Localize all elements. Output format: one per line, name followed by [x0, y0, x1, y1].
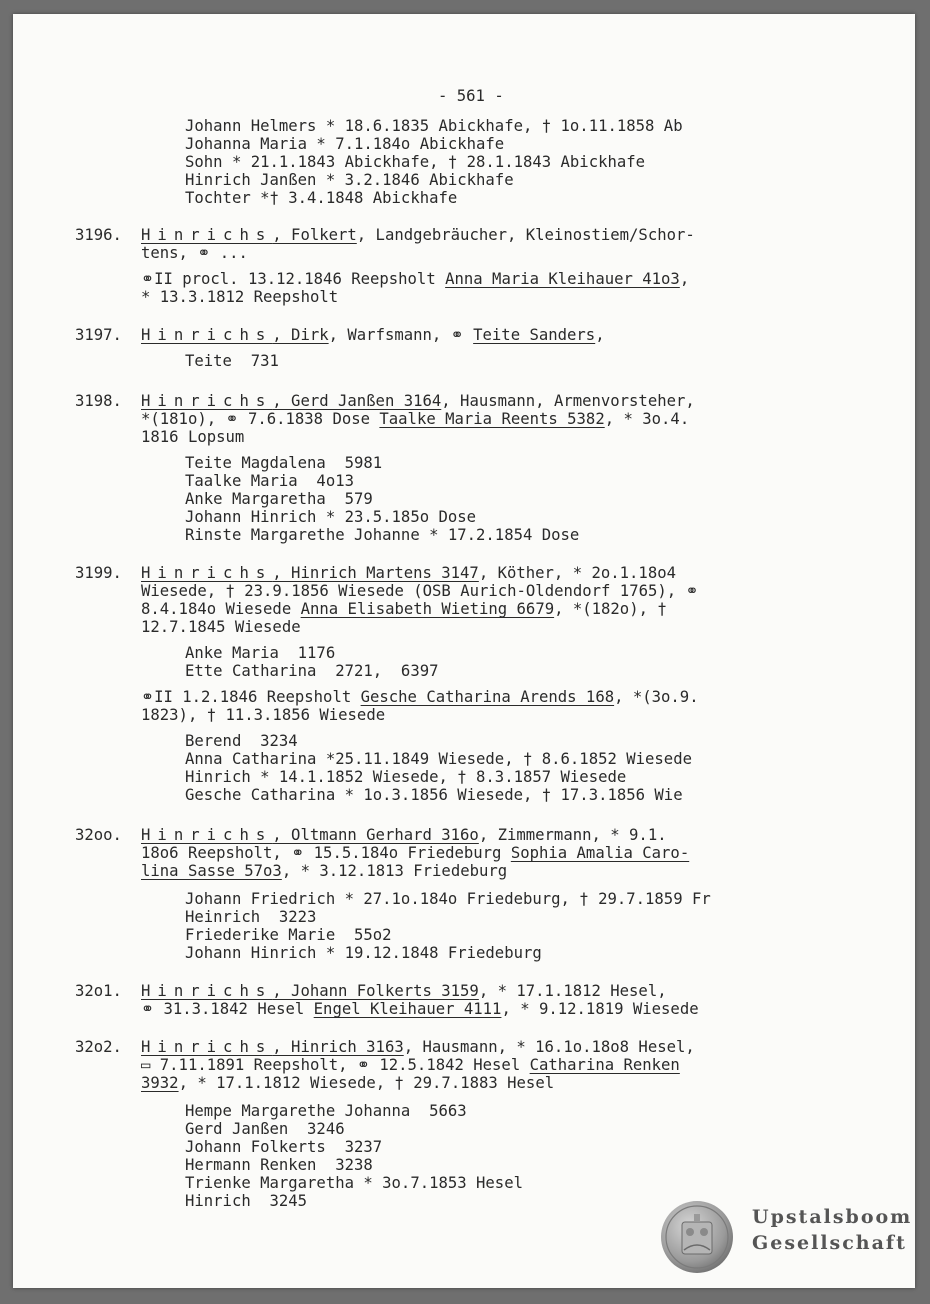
- entry-name: Hinrichs, Folkert: [141, 226, 357, 244]
- entry-number: 32o2.: [75, 1038, 122, 1056]
- entry-line: Wiesede, † 23.9.1856 Wiesede (OSB Aurich-Oldendorf 1765), ⚭: [141, 582, 699, 600]
- child-line: Gerd Janßen 3246: [185, 1120, 345, 1138]
- document-page: [13, 14, 915, 1288]
- entry-line: 18o6 Reepsholt, ⚭ 15.5.184o Friedeburg Sophia Amalia Caro-: [141, 844, 690, 862]
- entry-line: * 13.3.1812 Reepsholt: [141, 288, 339, 306]
- page-number: - 561 -: [438, 87, 504, 105]
- child-line: Hinrich * 14.1.1852 Wiesede, † 8.3.1857 Wiesede: [185, 768, 627, 786]
- entry-name: Hinrichs, Dirk: [141, 326, 329, 344]
- entry-number: 32oo.: [75, 826, 122, 844]
- child-line: Hermann Renken 3238: [185, 1156, 373, 1174]
- entry-name: Hinrichs, Oltmann Gerhard 316o: [141, 826, 479, 844]
- child-line: Anna Catharina *25.11.1849 Wiesede, † 8.6.1852 Wiesede: [185, 750, 692, 768]
- marriage-line: ⚭II 1.2.1846 Reepsholt Gesche Catharina Arends 168, *(3o.9.: [141, 688, 699, 706]
- entry-line: ⚭ 31.3.1842 Hesel Engel Kleihauer 4111, * 9.12.1819 Wiesede: [141, 1000, 699, 1018]
- entry-heading: Hinrichs, Gerd Janßen 3164, Hausmann, Armenvorsteher,: [141, 392, 695, 410]
- entry-line: 1816 Lopsum: [141, 428, 245, 446]
- child-line: Anke Margaretha 579: [185, 490, 373, 508]
- child-line: Ette Catharina 2721, 6397: [185, 662, 439, 680]
- entry-line: tens, ⚭ ...: [141, 244, 248, 262]
- entry-number: 3196.: [75, 226, 122, 244]
- intro-line: Johanna Maria * 7.1.184o Abickhafe: [185, 135, 505, 153]
- child-line: Hinrich 3245: [185, 1192, 308, 1210]
- entry-line: 8.4.184o Wiesede Anna Elisabeth Wieting 6679, *(182o), †: [141, 600, 667, 618]
- logo-line-1: Upstalsboom: [752, 1206, 913, 1228]
- intro-line: Tochter *† 3.4.1848 Abickhafe: [185, 189, 458, 207]
- child-line: Friederike Marie 55o2: [185, 926, 392, 944]
- child-line: Johann Folkerts 3237: [185, 1138, 383, 1156]
- entry-heading: Hinrichs, Hinrich 3163, Hausmann, * 16.1o.18o8 Hesel,: [141, 1038, 695, 1056]
- logo-line-2: Gesellschaft: [752, 1232, 907, 1254]
- entry-heading: Hinrichs, Oltmann Gerhard 316o, Zimmermann, * 9.1.: [141, 826, 667, 844]
- intro-line: Johann Helmers * 18.6.1835 Abickhafe, † 1o.11.1858 Ab: [185, 117, 683, 135]
- intro-line: Hinrich Janßen * 3.2.1846 Abickhafe: [185, 171, 514, 189]
- entry-number: 32o1.: [75, 982, 122, 1000]
- entry-name: Hinrichs, Johann Folkerts 3159: [141, 982, 479, 1000]
- entry-name: Hinrichs, Hinrich Martens 3147: [141, 564, 479, 582]
- seal-icon: [660, 1200, 734, 1274]
- child-line: Johann Hinrich * 23.5.185o Dose: [185, 508, 477, 526]
- child-line: Hempe Margarethe Johanna 5663: [185, 1102, 467, 1120]
- entry-heading: Hinrichs, Dirk, Warfsmann, ⚭ Teite Sanders,: [141, 326, 605, 344]
- child-line: Rinste Margarethe Johanne * 17.2.1854 Dose: [185, 526, 580, 544]
- society-logo: [660, 1200, 913, 1276]
- child-line: Teite 731: [185, 352, 279, 370]
- entry-line: 12.7.1845 Wiesede: [141, 618, 301, 636]
- child-line: Johann Friedrich * 27.1o.184o Friedeburg, † 29.7.1859 Fr: [185, 890, 711, 908]
- marriage-line: ⚭II procl. 13.12.1846 Reepsholt Anna Maria Kleihauer 41o3,: [141, 270, 690, 288]
- child-line: Johann Hinrich * 19.12.1848 Friedeburg: [185, 944, 542, 962]
- child-line: Teite Magdalena 5981: [185, 454, 383, 472]
- entry-line: lina Sasse 57o3, * 3.12.1813 Friedeburg: [141, 862, 508, 880]
- entry-heading: Hinrichs, Johann Folkerts 3159, * 17.1.1812 Hesel,: [141, 982, 667, 1000]
- child-line: Heinrich 3223: [185, 908, 317, 926]
- child-line: Berend 3234: [185, 732, 298, 750]
- entry-number: 3197.: [75, 326, 122, 344]
- entry-heading: Hinrichs, Folkert, Landgebräucher, Kleinostiem/Schor-: [141, 226, 695, 244]
- child-line: Taalke Maria 4o13: [185, 472, 354, 490]
- entry-number: 3198.: [75, 392, 122, 410]
- child-line: Anke Maria 1176: [185, 644, 336, 662]
- entry-line: 3932, * 17.1.1812 Wiesede, † 29.7.1883 Hesel: [141, 1074, 555, 1092]
- document-body: [13, 14, 915, 1288]
- entry-number: 3199.: [75, 564, 122, 582]
- entry-name: Hinrichs, Gerd Janßen 3164: [141, 392, 442, 410]
- entry-heading: Hinrichs, Hinrich Martens 3147, Köther, * 2o.1.18o4: [141, 564, 676, 582]
- entry-line: ▭ 7.11.1891 Reepsholt, ⚭ 12.5.1842 Hesel Catharina Renken: [141, 1056, 680, 1074]
- entry-name: Hinrichs, Hinrich 3163: [141, 1038, 404, 1056]
- child-line: Trienke Margaretha * 3o.7.1853 Hesel: [185, 1174, 523, 1192]
- child-line: Gesche Catharina * 1o.3.1856 Wiesede, † 17.3.1856 Wie: [185, 786, 683, 804]
- entry-line: *(181o), ⚭ 7.6.1838 Dose Taalke Maria Reents 5382, * 3o.4.: [141, 410, 690, 428]
- intro-line: Sohn * 21.1.1843 Abickhafe, † 28.1.1843 Abickhafe: [185, 153, 646, 171]
- entry-line: 1823), † 11.3.1856 Wiesede: [141, 706, 386, 724]
